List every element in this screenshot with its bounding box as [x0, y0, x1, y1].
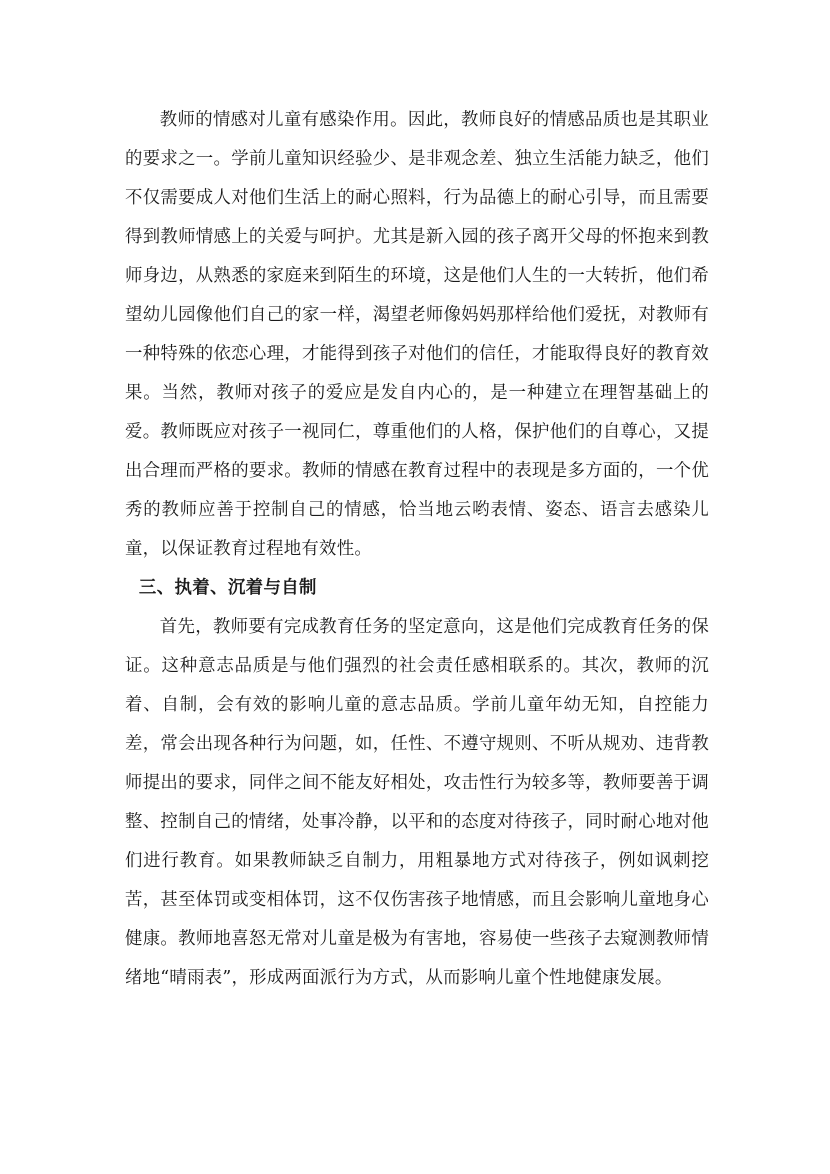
section-heading: 三、执着、沉着与自制: [138, 578, 317, 598]
paragraph-will: 首先，教师要有完成教育任务的坚定意向，这是他们完成教育任务的保证。这种意志品质是与他们强烈的社会责任感相联系的。其次，教师的沉着、自制，会有效的影响儿童的意志品质。学前儿童年幼无知，自控能力差，常会出现各种行为问题，如，任性、不遵守规则、不听从规劝、违背教师提出的要求，同伴之间不能友好相处，攻击性行为较多等，教师要善于调整、控制自己的情绪，处事冷静，以平和的态度对待孩子，同时耐心地对他们进行教育。如果教师缺乏自制力，用粗暴地方式对待孩子，例如讽刺挖苦，甚至体罚或变相体罚，这不仅伤害孩子地情感，而且会影响儿童地身心健康。教师地喜怒无常对儿童是极为有害地，容易使一些孩子去窥测教师情绪地“晴雨表”，形成两面派行为方式，从而影响儿童个性地健康发展。: [125, 617, 709, 988]
document-body: [125, 101, 709, 998]
paragraph-emotion: 教师的情感对儿童有感染作用。因此，教师良好的情感品质也是其职业的要求之一。学前儿童知识经验少、是非观念差、独立生活能力缺乏，他们不仅需要成人对他们生活上的耐心照料，行为品德上的耐心引导，而且需要得到教师情感上的关爱与呵护。尤其是新入园的孩子离开父母的怀抱来到教师身边，从熟悉的家庭来到陌生的环境，这是他们人生的一大转折，他们希望幼儿园像他们自己的家一样，渴望老师像妈妈那样给他们爱抚，对教师有一种特殊的依恋心理，才能得到孩子对他们的信任，才能取得良好的教育效果。当然，教师对孩子的爱应是发自内心的，是一种建立在理智基础上的爱。教师既应对孩子一视同仁，尊重他们的人格，保护他们的自尊心，又提出合理而严格的要求。教师的情感在教育过程中的表现是多方面的，一个优秀的教师应善于控制自己的情感，恰当地云哟表情、姿态、语言去感染儿童，以保证教育过程地有效性。: [125, 110, 709, 559]
